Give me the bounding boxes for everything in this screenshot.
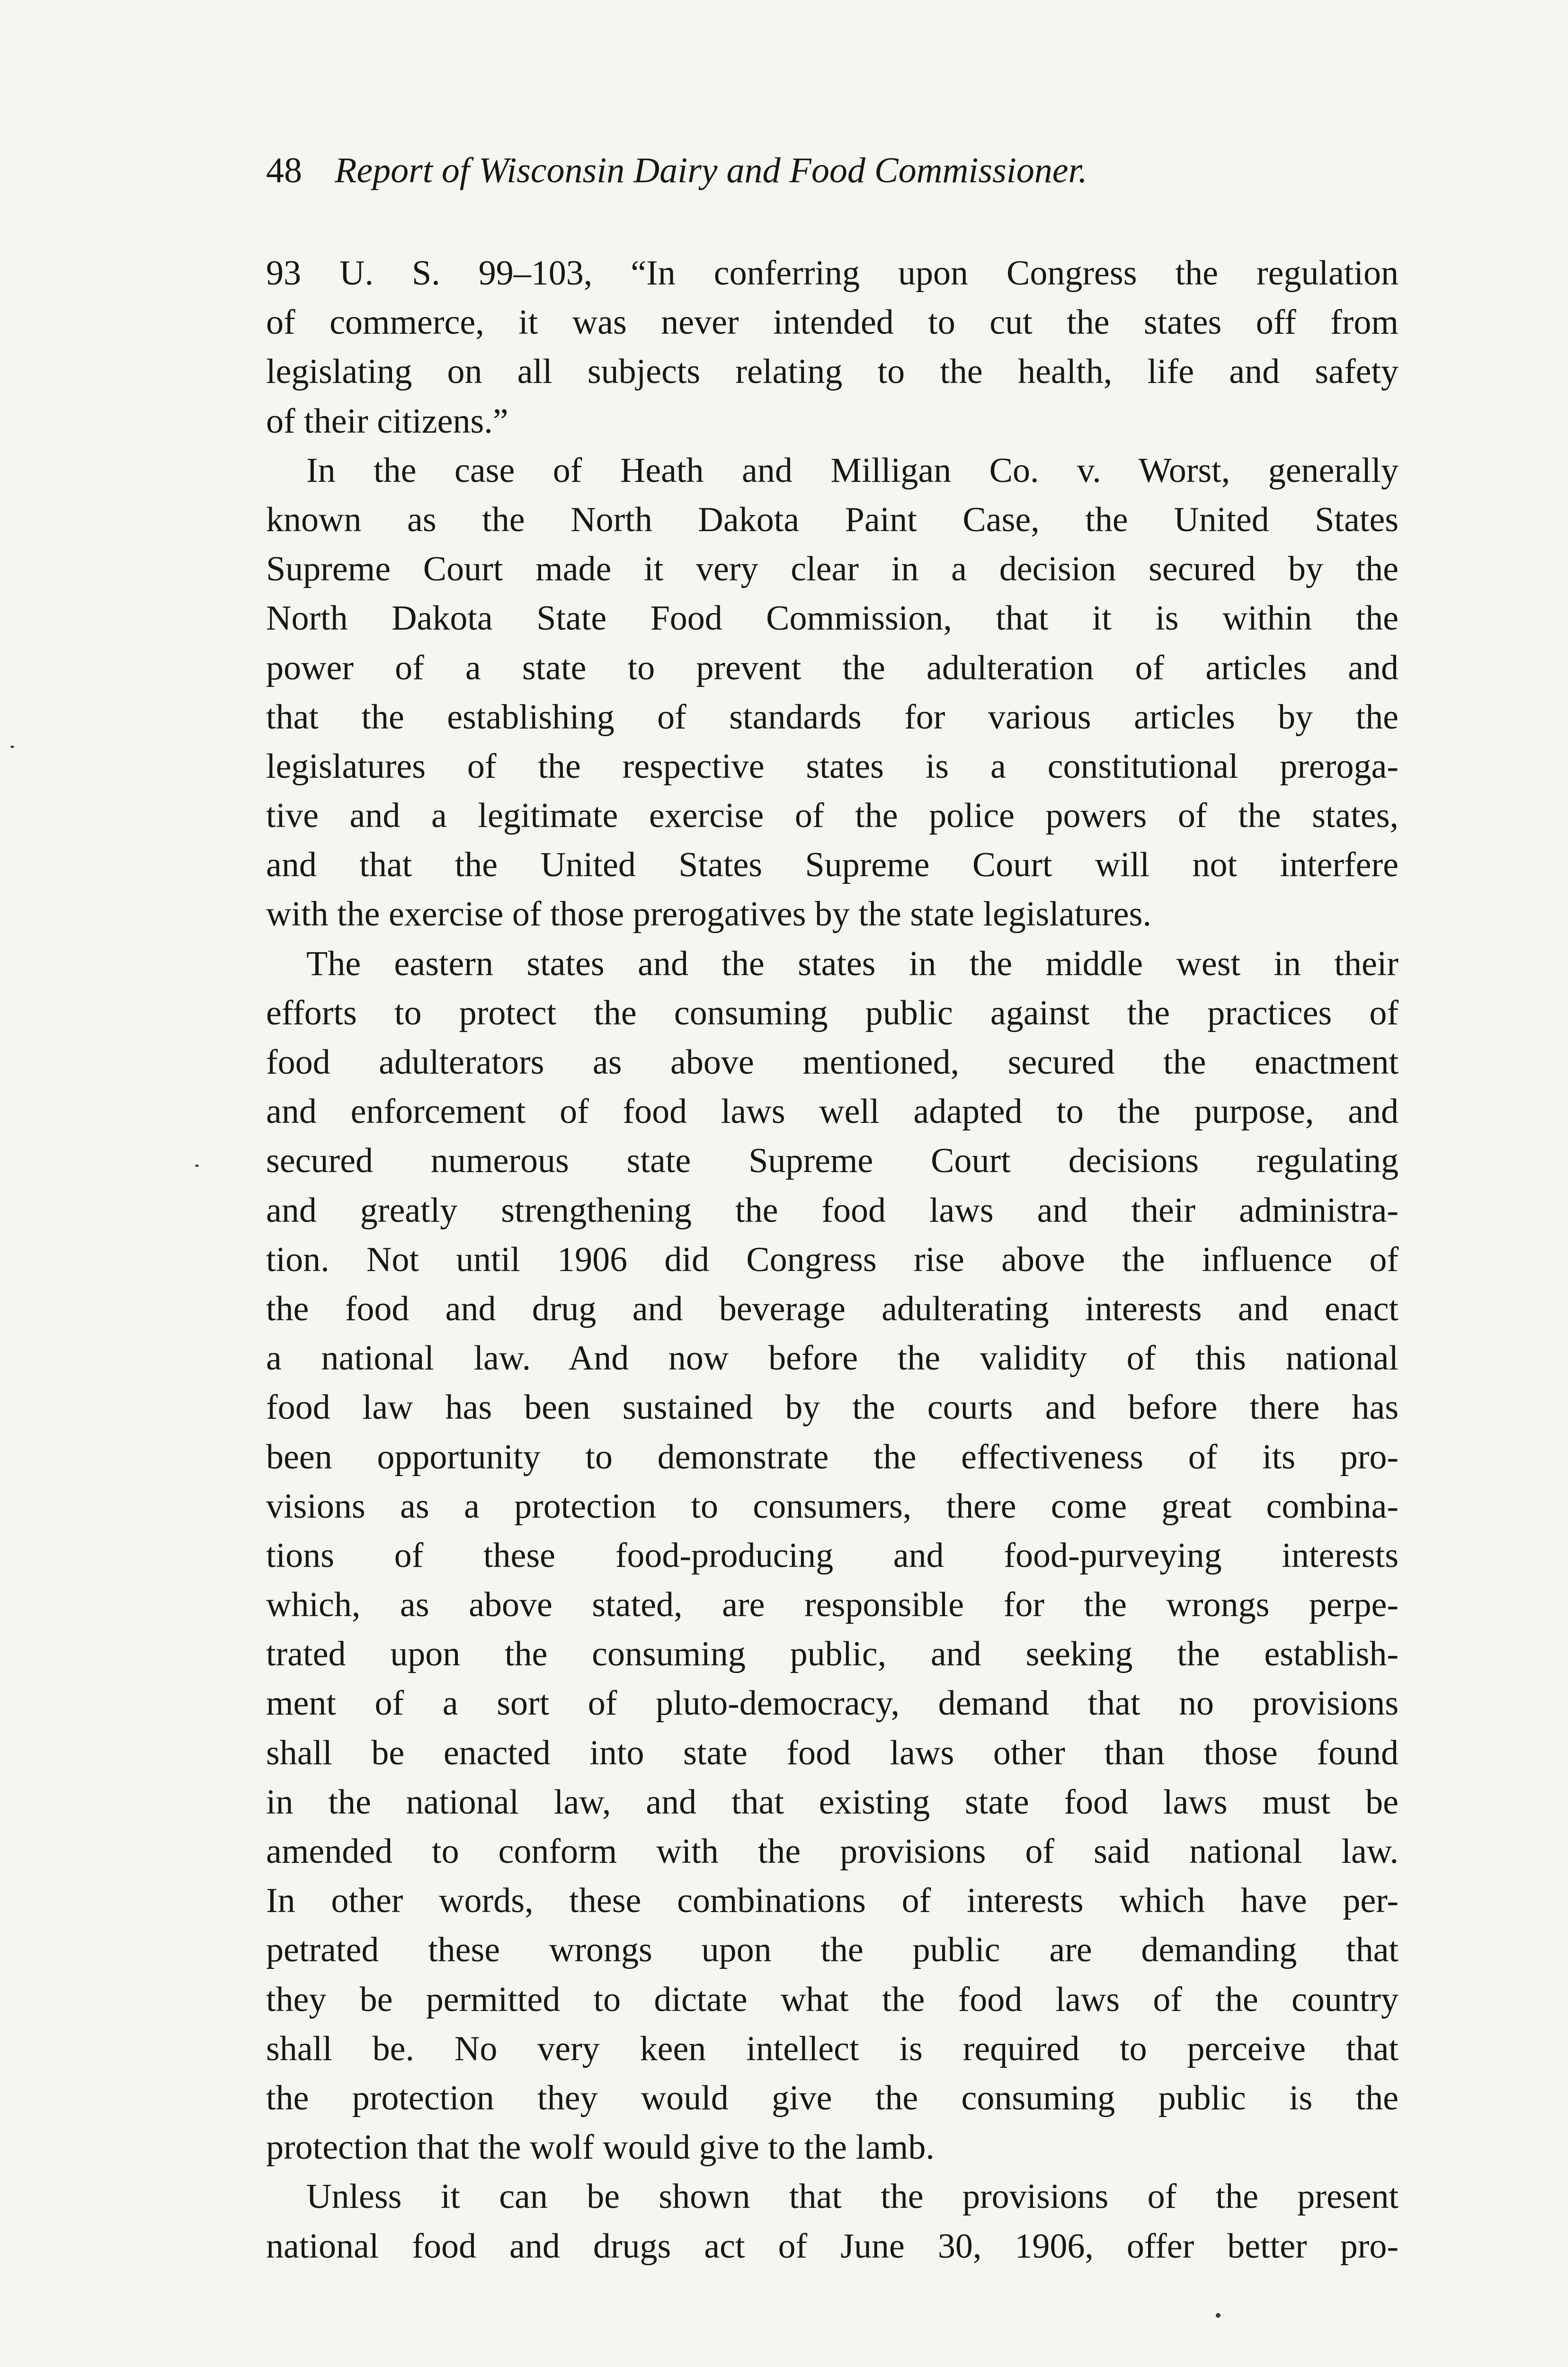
text-line: in the national law, and that existing state food laws must be bbox=[266, 1782, 1399, 1822]
text-line: national food and drugs act of June 30, 1906, offer better pro- bbox=[266, 2226, 1399, 2266]
text-line: the food and drug and beverage adulterating interests and enact bbox=[266, 1289, 1399, 1328]
text-line: food law has been sustained by the courts and before there has bbox=[266, 1388, 1399, 1427]
text-line: food adulterators as above mentioned, secured the enactment bbox=[266, 1043, 1399, 1082]
text-line: petrated these wrongs upon the public are demanding that bbox=[266, 1931, 1399, 1970]
body-text bbox=[266, 249, 1399, 2271]
text-line: North Dakota State Food Commission, that it is within the bbox=[266, 599, 1399, 638]
text-line: of their citizens.” bbox=[266, 401, 508, 441]
paragraph-start-line: The eastern states and the states in the middle west in their bbox=[306, 944, 1399, 983]
text-line: ment of a sort of pluto-democracy, demand that no provisions bbox=[266, 1684, 1399, 1723]
text-line: which, as above stated, are responsible for the wrongs perpe- bbox=[266, 1585, 1399, 1625]
paragraph-start-line: In the case of Heath and Milligan Co. v. Worst, generally bbox=[306, 451, 1399, 490]
text-line: known as the North Dakota Paint Case, the United States bbox=[266, 500, 1399, 539]
text-line: secured numerous state Supreme Court decisions regulating bbox=[266, 1141, 1399, 1181]
text-line: 93 U. S. 99–103, “In conferring upon Congress the regulation bbox=[266, 254, 1399, 293]
text-line: protection that the wolf would give to the lamb. bbox=[266, 2128, 935, 2167]
text-line: and enforcement of food laws well adapted to the purpose, and bbox=[266, 1092, 1399, 1131]
text-line: visions as a protection to consumers, there come great combina- bbox=[266, 1486, 1399, 1526]
text-line: In other words, these combinations of interests which have per- bbox=[266, 1881, 1399, 1921]
running-head bbox=[266, 147, 1402, 194]
text-line: efforts to protect the consuming public against the practices of bbox=[266, 993, 1399, 1032]
text-line: been opportunity to demonstrate the effectiveness of its pro- bbox=[266, 1437, 1399, 1477]
text-line: a national law. And now before the validity of this national bbox=[266, 1339, 1399, 1378]
text-line: shall be enacted into state food laws other than those found bbox=[266, 1733, 1399, 1772]
text-line: legislating on all subjects relating to the health, life and safety bbox=[266, 352, 1399, 392]
text-line: with the exercise of those prerogatives by the state legislatures. bbox=[266, 895, 1151, 934]
page-number: 48 bbox=[266, 151, 302, 190]
text-line: they be permitted to dictate what the food laws of the country bbox=[266, 1980, 1399, 2019]
text-line: amended to conform with the provisions of said national law. bbox=[266, 1832, 1399, 1871]
text-line: the protection they would give the consuming public is the bbox=[266, 2078, 1399, 2118]
text-line: and that the United States Supreme Court will not interfere bbox=[266, 845, 1399, 885]
paragraph-start-line: Unless it can be shown that the provisions of the present bbox=[306, 2177, 1399, 2216]
text-line: shall be. No very keen intellect is required to perceive that bbox=[266, 2029, 1399, 2068]
ink-speck bbox=[195, 1165, 199, 1167]
text-line: tive and a legitimate exercise of the police powers of the states, bbox=[266, 796, 1399, 836]
text-line: power of a state to prevent the adulteration of articles and bbox=[266, 648, 1399, 687]
text-line: Supreme Court made it very clear in a decision secured by the bbox=[266, 550, 1399, 589]
text-line: that the establishing of standards for various articles by the bbox=[266, 697, 1399, 737]
text-line: and greatly strengthening the food laws and their administra- bbox=[266, 1191, 1399, 1230]
text-line: tions of these food-producing and food-purveying interests bbox=[266, 1536, 1399, 1575]
text-line: of commerce, it was never intended to cut the states off from bbox=[266, 303, 1399, 342]
text-line: legislatures of the respective states is a constitutional preroga- bbox=[266, 747, 1399, 786]
text-line: tion. Not until 1906 did Congress rise above the influence of bbox=[266, 1240, 1399, 1279]
running-head-title: Report of Wisconsin Dairy and Food Commissioner. bbox=[335, 151, 1087, 190]
text-line: trated upon the consuming public, and seeking the establish- bbox=[266, 1635, 1399, 1674]
ink-speck bbox=[10, 746, 14, 748]
ink-speck bbox=[1216, 2313, 1221, 2318]
